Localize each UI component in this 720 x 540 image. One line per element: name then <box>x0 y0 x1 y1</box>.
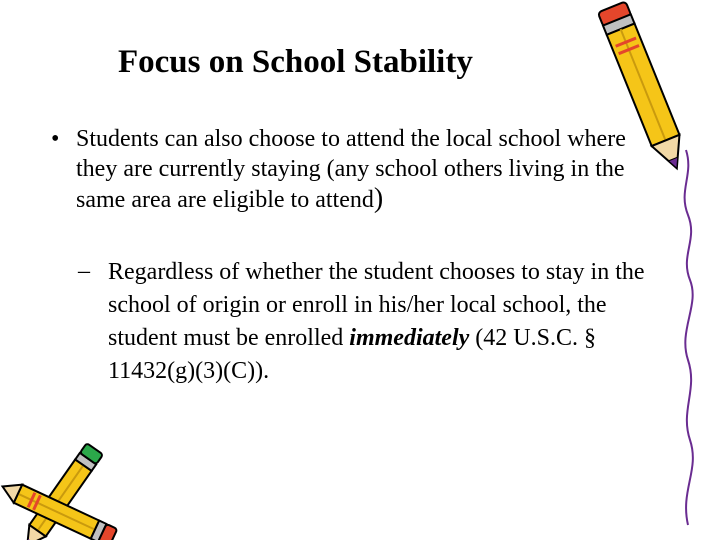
sub-bullet-text-before: Regardless of whether the student chooses to stay in the school of origin or enroll in his/her local school, the student must be enrolled <box>108 259 645 351</box>
sub-bullet-marker: – <box>78 258 90 284</box>
sub-bullet-emphasis: immediately <box>349 325 470 351</box>
pencil-icon <box>594 0 704 540</box>
bullet-marker: • <box>51 126 60 152</box>
slide-title: Focus on School Stability <box>118 44 473 80</box>
bullet-text <box>76 124 666 215</box>
bullet-text-main: Students can also choose to attend the local school where they are currently staying (any school others living in the same area are eligible to attend <box>76 126 626 213</box>
bullet-text-close: ) <box>373 183 384 214</box>
sub-bullet-text-after: (42 U.S.C. § 11432(g)(3)(C)). <box>108 325 596 384</box>
sub-bullet-text <box>108 256 648 388</box>
pencils-icon <box>0 425 130 540</box>
